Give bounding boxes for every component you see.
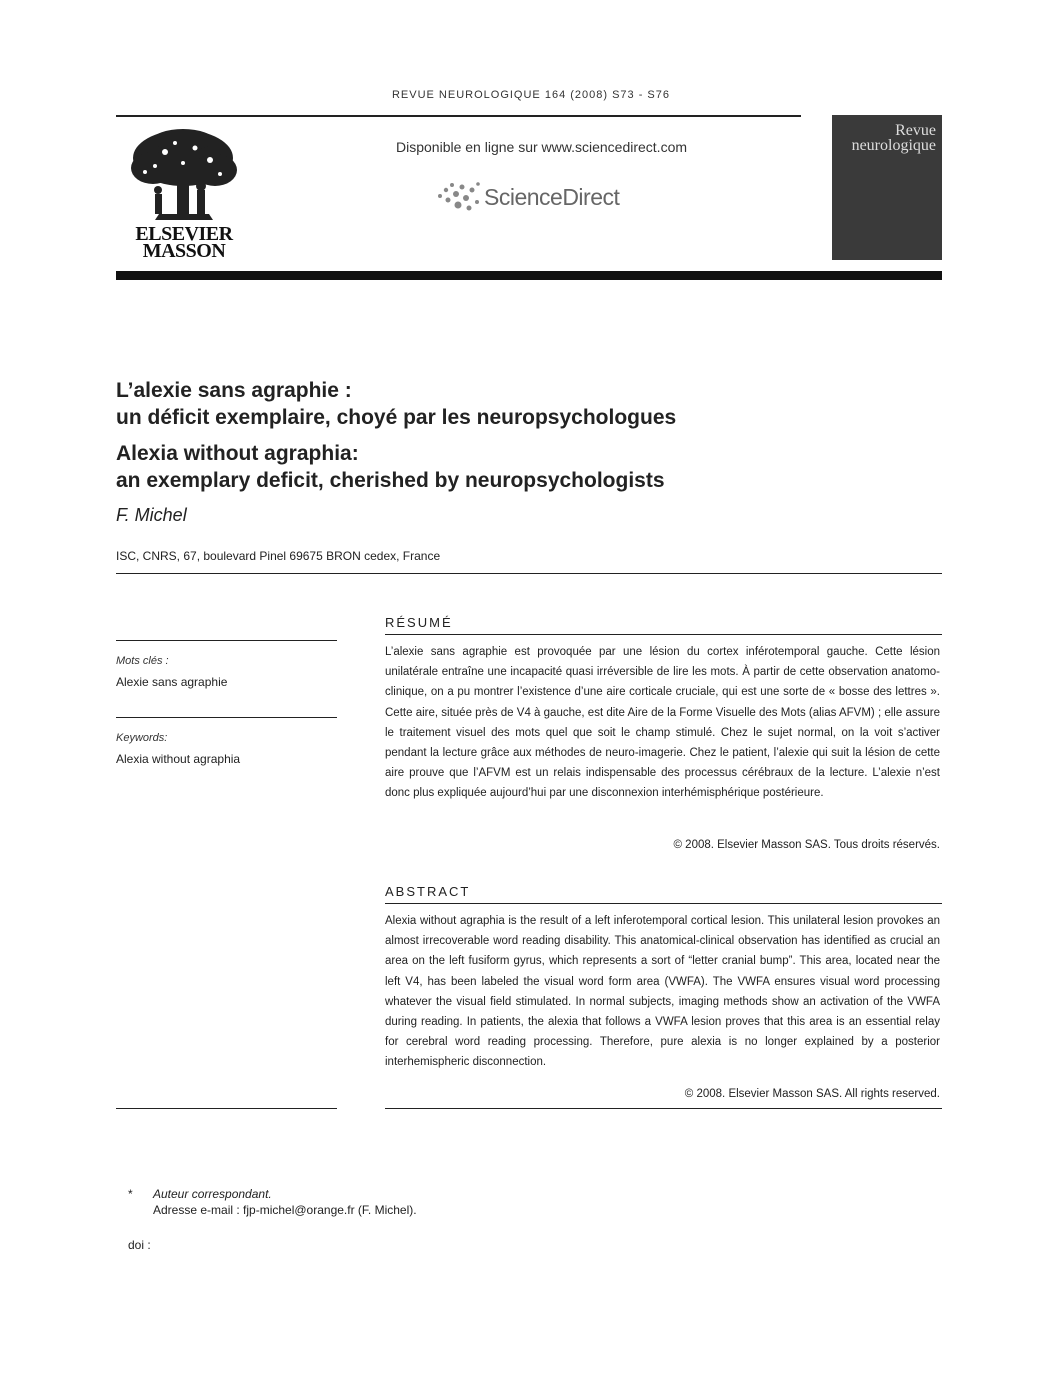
footnote-label: Auteur correspondant.	[153, 1187, 272, 1201]
resume-copyright: © 2008. Elsevier Masson SAS. Tous droits réservés.	[673, 839, 940, 851]
journal-cover-line-1: Revue	[895, 122, 936, 139]
affiliation-rule	[116, 573, 942, 574]
sciencedirect-logo[interactable]	[434, 178, 634, 218]
publisher-name	[125, 223, 243, 262]
doi-line: doi :	[128, 1238, 151, 1252]
footnote-marker: *	[128, 1187, 133, 1201]
abstract-bottom-rule	[385, 1108, 942, 1109]
title-english	[116, 440, 665, 494]
publisher-logo	[125, 128, 243, 266]
running-head: REVUE NEUROLOGIQUE 164 (2008) S73 - S76	[391, 89, 671, 101]
sciencedirect-wordmark: ScienceDirect	[484, 184, 620, 210]
title-french	[116, 377, 676, 431]
resume-text: L’alexie sans agraphie est provoquée par une lésion du cortex inférotemporal gauche. Cette lésion unilatérale entraîne une incapacité quasi irréversible de lire les mots. À partir de cette observation anatomo-clinique, on a pu montrer l’existence d’une aire corticale cruciale, qui est une sorte de « bosse des lettres ». Cette aire, située près de V4 à gauche, est dite Aire de la Forme Visuelle des Mots (alias AFVM) ; elle assure le traitement visuel des mots quel que soit le champ stimulé. Chez le sujet normal, on la voit s’activer pendant la lecture grâce aux méthodes de neuro-imagerie. Chez le patient, l’alexie qui suit la lésion de cette aire prouve que l’AFVM est un relais indispensable des processus cérébraux de la lecture. L’alexie n’est donc plus expliquée aujourd’hui par une disconnexion interhémisphérique postérieure.	[385, 646, 940, 800]
title-french-line-2: un déficit exemplaire, choyé par les neuropsychologues	[116, 406, 677, 429]
footnote-email[interactable]: Adresse e-mail : fjp-michel@orange.fr (F. Michel).	[153, 1203, 417, 1217]
title-english-line-2: an exemplary deficit, cherished by neuropsychologists	[116, 469, 665, 492]
resume-heading: RÉSUMÉ	[385, 615, 453, 630]
author-affiliation: ISC, CNRS, 67, boulevard Pinel 69675 BRON cedex, France	[116, 549, 441, 563]
keywords-en-value: Alexia without agraphia	[116, 752, 241, 766]
keywords-rule-bottom	[116, 1108, 337, 1109]
availability-line[interactable]: Disponible en ligne sur www.sciencedirect.com	[396, 139, 688, 155]
keywords-en-label: Keywords:	[116, 732, 168, 744]
abstract-rule	[385, 903, 942, 904]
title-french-line-1: L’alexie sans agraphie :	[116, 379, 352, 402]
journal-cover-title	[852, 123, 936, 153]
abstract-copyright: © 2008. Elsevier Masson SAS. All rights reserved.	[684, 1088, 940, 1100]
elsevier-tree-icon	[125, 128, 243, 224]
title-english-line-1: Alexia without agraphia:	[116, 442, 359, 465]
journal-cover-line-2: neurologique	[851, 137, 936, 154]
publisher-line-2: MASSON	[142, 240, 226, 262]
keywords-fr-label: Mots clés :	[116, 655, 169, 667]
keywords-fr-value: Alexie sans agraphie	[116, 675, 228, 689]
abstract-heading: ABSTRACT	[385, 884, 471, 899]
publisher-line-1: ELSEVIER	[135, 223, 233, 245]
abstract-text: Alexia without agraphia is the result of a left inferotemporal cortical lesion. This unilateral lesion provokes an almost irrecoverable word reading disability. This anatomical-clinical observation has identified as crucial an area on the left fusiform gyrus, which represents a sort of “letter cranial bump”. This area, located near the left V4, has been labeled the visual word form area (VWFA). The VWFA ensures visual word processing whatever the visual field stimulated. In normal subjects, imaging methods show an activation of the VWFA during reading. In patients, the alexia that follows a VWFA lesion proves that this area is an essential relay for cerebral word reading processing. Therefore, pure alexia is no longer explained by a posterior interhemispheric disconnection.	[385, 915, 940, 1069]
header-thick-rule	[116, 271, 942, 280]
resume-rule	[385, 634, 942, 635]
author-name: F. Michel	[116, 505, 187, 525]
sciencedirect-dots-icon	[434, 178, 482, 214]
keywords-rule-top	[116, 640, 337, 641]
journal-cover	[832, 115, 942, 260]
keywords-rule-middle	[116, 717, 337, 718]
header-rule	[116, 115, 801, 117]
